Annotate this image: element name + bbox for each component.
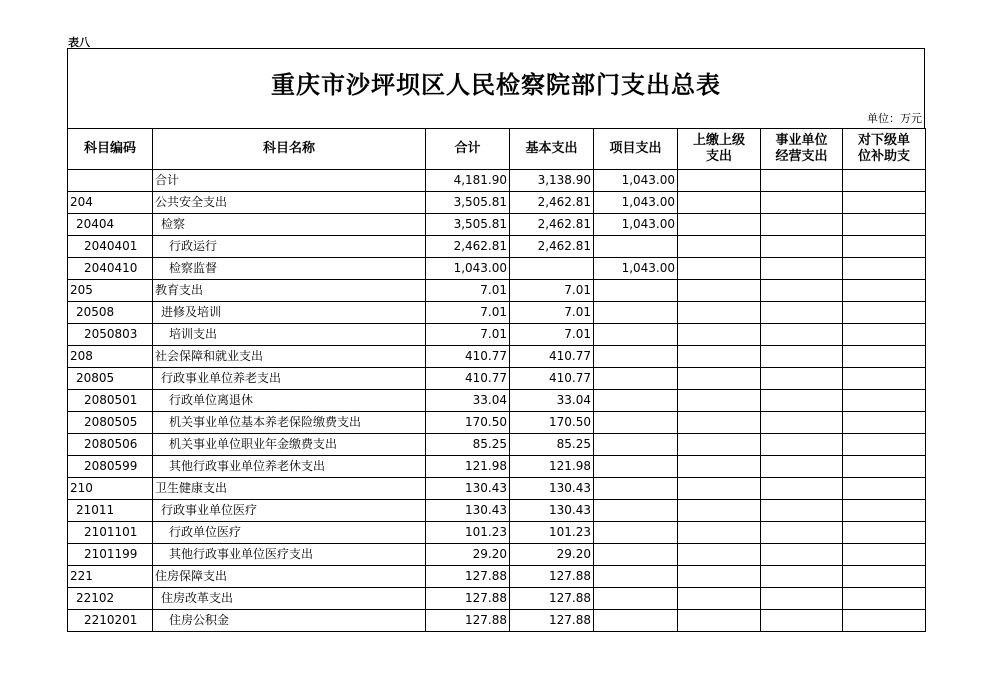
cell-code: 20805: [68, 368, 153, 390]
cell-basic: 2,462.81: [510, 236, 594, 258]
cell-code: 2080506: [68, 434, 153, 456]
cell-basic: 7.01: [510, 280, 594, 302]
cell-total: 7.01: [426, 280, 510, 302]
cell-basic: 410.77: [510, 346, 594, 368]
cell-total: 33.04: [426, 390, 510, 412]
header-total: 合计: [426, 129, 510, 170]
cell-basic: 7.01: [510, 324, 594, 346]
cell-total: 127.88: [426, 588, 510, 610]
cell-project: [594, 412, 678, 434]
table-row: [68, 500, 926, 522]
cell-remit-upper: [678, 236, 761, 258]
cell-project: [594, 566, 678, 588]
cell-remit-upper: [678, 500, 761, 522]
cell-total: 7.01: [426, 324, 510, 346]
cell-remit-upper: [678, 346, 761, 368]
cell-basic: 127.88: [510, 610, 594, 632]
cell-total: 130.43: [426, 500, 510, 522]
cell-basic: 2,462.81: [510, 214, 594, 236]
cell-name: 培训支出: [153, 324, 426, 346]
cell-total: 130.43: [426, 478, 510, 500]
cell-project: 1,043.00: [594, 258, 678, 280]
cell-name: 行政运行: [153, 236, 426, 258]
cell-total: 170.50: [426, 412, 510, 434]
cell-basic: 33.04: [510, 390, 594, 412]
cell-name: 行政事业单位医疗: [153, 500, 426, 522]
cell-business: [761, 390, 843, 412]
cell-remit-upper: [678, 434, 761, 456]
unit-label: 单位：万元: [867, 112, 922, 125]
cell-subsidy-lower: [843, 346, 926, 368]
header-code: 科目编码: [68, 129, 153, 170]
page-title: 重庆市沙坪坝区人民检察院部门支出总表: [271, 70, 721, 99]
cell-business: [761, 302, 843, 324]
cell-code: 2101199: [68, 544, 153, 566]
cell-project: [594, 588, 678, 610]
table-row: [68, 522, 926, 544]
cell-subsidy-lower: [843, 170, 926, 192]
cell-name: 住房公积金: [153, 610, 426, 632]
cell-name: 机关事业单位职业年金缴费支出: [153, 434, 426, 456]
table-row: [68, 544, 926, 566]
header-row: [68, 129, 926, 170]
header-business: 事业单位 经营支出: [761, 129, 843, 170]
cell-business: [761, 544, 843, 566]
cell-basic: 410.77: [510, 368, 594, 390]
table-row: [68, 258, 926, 280]
cell-project: [594, 280, 678, 302]
cell-project: [594, 478, 678, 500]
cell-business: [761, 434, 843, 456]
cell-code: 221: [68, 566, 153, 588]
header-basic: 基本支出: [510, 129, 594, 170]
cell-business: [761, 500, 843, 522]
cell-code: 2080501: [68, 390, 153, 412]
cell-total: 121.98: [426, 456, 510, 478]
cell-code: 20508: [68, 302, 153, 324]
cell-basic: 130.43: [510, 500, 594, 522]
cell-total: 7.01: [426, 302, 510, 324]
cell-name: 行政单位医疗: [153, 522, 426, 544]
cell-subsidy-lower: [843, 566, 926, 588]
cell-subsidy-lower: [843, 236, 926, 258]
cell-project: [594, 456, 678, 478]
table-row: [68, 324, 926, 346]
table-row: [68, 390, 926, 412]
table-row: [68, 412, 926, 434]
cell-subsidy-lower: [843, 544, 926, 566]
cell-subsidy-lower: [843, 192, 926, 214]
expenditure-table: [67, 128, 926, 632]
cell-code: 208: [68, 346, 153, 368]
header-subsidy-lower: 对下级单 位补助支: [843, 129, 926, 170]
cell-basic: 29.20: [510, 544, 594, 566]
table-row: [68, 214, 926, 236]
cell-business: [761, 346, 843, 368]
cell-business: [761, 588, 843, 610]
cell-name: 住房改革支出: [153, 588, 426, 610]
cell-subsidy-lower: [843, 478, 926, 500]
cell-code: 2040410: [68, 258, 153, 280]
cell-name: 其他行政事业单位医疗支出: [153, 544, 426, 566]
table-row: [68, 588, 926, 610]
cell-name: 住房保障支出: [153, 566, 426, 588]
cell-remit-upper: [678, 610, 761, 632]
cell-business: [761, 522, 843, 544]
cell-basic: 3,138.90: [510, 170, 594, 192]
table-body: [68, 170, 926, 632]
cell-basic: 7.01: [510, 302, 594, 324]
cell-project: [594, 346, 678, 368]
cell-basic: 101.23: [510, 522, 594, 544]
cell-basic: 85.25: [510, 434, 594, 456]
cell-business: [761, 456, 843, 478]
table-row: [68, 192, 926, 214]
cell-subsidy-lower: [843, 368, 926, 390]
cell-total: 127.88: [426, 566, 510, 588]
cell-business: [761, 566, 843, 588]
cell-business: [761, 214, 843, 236]
cell-subsidy-lower: [843, 522, 926, 544]
cell-name: 检察: [153, 214, 426, 236]
cell-business: [761, 258, 843, 280]
cell-remit-upper: [678, 280, 761, 302]
cell-remit-upper: [678, 566, 761, 588]
cell-remit-upper: [678, 324, 761, 346]
cell-code: 2050803: [68, 324, 153, 346]
cell-name: 行政单位离退休: [153, 390, 426, 412]
cell-project: [594, 434, 678, 456]
header-project: 项目支出: [594, 129, 678, 170]
cell-remit-upper: [678, 456, 761, 478]
table-row: [68, 566, 926, 588]
cell-remit-upper: [678, 478, 761, 500]
table-row: [68, 170, 926, 192]
cell-business: [761, 368, 843, 390]
cell-project: 1,043.00: [594, 192, 678, 214]
cell-name: 社会保障和就业支出: [153, 346, 426, 368]
cell-business: [761, 412, 843, 434]
cell-project: [594, 390, 678, 412]
cell-business: [761, 478, 843, 500]
cell-project: [594, 236, 678, 258]
cell-name: 合计: [153, 170, 426, 192]
cell-project: 1,043.00: [594, 214, 678, 236]
cell-code: 204: [68, 192, 153, 214]
cell-total: 3,505.81: [426, 192, 510, 214]
cell-remit-upper: [678, 302, 761, 324]
cell-code: 2040401: [68, 236, 153, 258]
cell-business: [761, 170, 843, 192]
cell-remit-upper: [678, 368, 761, 390]
cell-subsidy-lower: [843, 434, 926, 456]
cell-business: [761, 192, 843, 214]
cell-basic: 170.50: [510, 412, 594, 434]
cell-remit-upper: [678, 258, 761, 280]
cell-name: 进修及培训: [153, 302, 426, 324]
cell-remit-upper: [678, 192, 761, 214]
cell-subsidy-lower: [843, 302, 926, 324]
cell-basic: 127.88: [510, 588, 594, 610]
cell-basic: 130.43: [510, 478, 594, 500]
cell-code: 2080505: [68, 412, 153, 434]
cell-name: 公共安全支出: [153, 192, 426, 214]
cell-total: 2,462.81: [426, 236, 510, 258]
cell-project: [594, 368, 678, 390]
cell-basic: [510, 258, 594, 280]
cell-subsidy-lower: [843, 390, 926, 412]
cell-subsidy-lower: [843, 456, 926, 478]
cell-total: 410.77: [426, 346, 510, 368]
cell-name: 卫生健康支出: [153, 478, 426, 500]
cell-remit-upper: [678, 412, 761, 434]
sheet-tag: 表八: [68, 36, 90, 49]
cell-remit-upper: [678, 390, 761, 412]
table-row: [68, 280, 926, 302]
cell-project: [594, 324, 678, 346]
cell-total: 85.25: [426, 434, 510, 456]
table-row: [68, 302, 926, 324]
cell-subsidy-lower: [843, 500, 926, 522]
cell-subsidy-lower: [843, 610, 926, 632]
title-box: [67, 48, 925, 128]
cell-total: 410.77: [426, 368, 510, 390]
cell-remit-upper: [678, 544, 761, 566]
cell-total: 1,043.00: [426, 258, 510, 280]
cell-basic: 127.88: [510, 566, 594, 588]
cell-code: 21011: [68, 500, 153, 522]
table-row: [68, 478, 926, 500]
cell-name: 其他行政事业单位养老休支出: [153, 456, 426, 478]
cell-name: 行政事业单位养老支出: [153, 368, 426, 390]
table-row: [68, 434, 926, 456]
cell-remit-upper: [678, 214, 761, 236]
cell-code: 2210201: [68, 610, 153, 632]
table-row: [68, 368, 926, 390]
cell-project: [594, 500, 678, 522]
cell-subsidy-lower: [843, 324, 926, 346]
cell-business: [761, 610, 843, 632]
cell-code: [68, 170, 153, 192]
cell-code: 2080599: [68, 456, 153, 478]
table-row: [68, 346, 926, 368]
cell-remit-upper: [678, 522, 761, 544]
cell-project: [594, 302, 678, 324]
cell-remit-upper: [678, 170, 761, 192]
cell-total: 4,181.90: [426, 170, 510, 192]
cell-total: 3,505.81: [426, 214, 510, 236]
cell-project: [594, 544, 678, 566]
header-remit-upper: 上缴上级 支出: [678, 129, 761, 170]
cell-total: 127.88: [426, 610, 510, 632]
cell-code: 2101101: [68, 522, 153, 544]
table-row: [68, 456, 926, 478]
cell-remit-upper: [678, 588, 761, 610]
table-row: [68, 236, 926, 258]
cell-total: 101.23: [426, 522, 510, 544]
cell-code: 20404: [68, 214, 153, 236]
cell-code: 22102: [68, 588, 153, 610]
cell-name: 检察监督: [153, 258, 426, 280]
cell-subsidy-lower: [843, 412, 926, 434]
cell-project: [594, 522, 678, 544]
cell-code: 210: [68, 478, 153, 500]
header-name: 科目名称: [153, 129, 426, 170]
cell-name: 教育支出: [153, 280, 426, 302]
cell-total: 29.20: [426, 544, 510, 566]
cell-name: 机关事业单位基本养老保险缴费支出: [153, 412, 426, 434]
cell-subsidy-lower: [843, 280, 926, 302]
cell-business: [761, 236, 843, 258]
cell-subsidy-lower: [843, 214, 926, 236]
cell-project: 1,043.00: [594, 170, 678, 192]
cell-business: [761, 324, 843, 346]
cell-business: [761, 280, 843, 302]
cell-project: [594, 610, 678, 632]
cell-code: 205: [68, 280, 153, 302]
cell-basic: 2,462.81: [510, 192, 594, 214]
table-row: [68, 610, 926, 632]
cell-subsidy-lower: [843, 588, 926, 610]
cell-subsidy-lower: [843, 258, 926, 280]
cell-basic: 121.98: [510, 456, 594, 478]
